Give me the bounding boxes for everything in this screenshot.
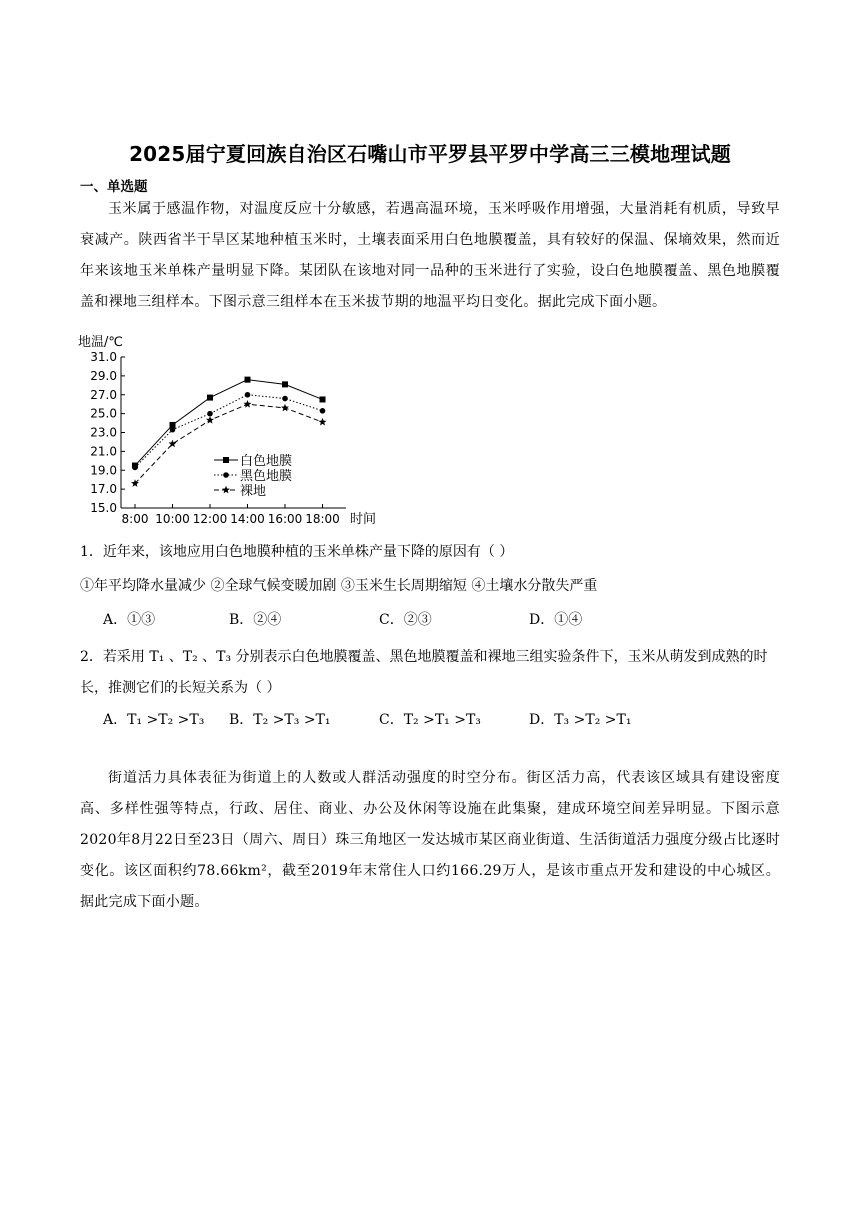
q2-option-c[interactable]: C．T₂ >T₁ >T₃ [379, 712, 481, 728]
q2-option-a[interactable]: A．T₁ >T₂ >T₃ [103, 712, 205, 728]
x-tick-label: 16:00 [267, 512, 303, 526]
legend-label: 裸地 [240, 484, 267, 499]
y-tick-label: 25.0 [90, 406, 117, 421]
data-point [244, 400, 252, 408]
data-point [222, 486, 230, 494]
y-tick-label: 15.0 [90, 501, 117, 515]
y-tick-label: 31.0 [90, 350, 117, 364]
question-1-options [103, 609, 582, 629]
data-point [207, 411, 213, 417]
q2-option-d[interactable]: D．T₃ >T₂ >T₁ [529, 712, 632, 728]
question-1-stem: 1．近年来，该地应用白色地膜种植的玉米单株产量下降的原因有（ ） [80, 544, 514, 560]
x-tick-label: 14:00 [230, 512, 265, 526]
data-point [282, 396, 288, 402]
data-point [170, 427, 176, 433]
data-point [320, 396, 326, 402]
y-tick-label: 21.0 [90, 444, 117, 459]
data-point [223, 457, 229, 463]
soil-temperature-chart [78, 330, 388, 530]
chart-axes [121, 357, 346, 508]
series-3 [131, 400, 326, 487]
data-point [245, 392, 251, 398]
series-line [135, 395, 323, 468]
data-point [132, 465, 138, 471]
x-tick-label: 10:00 [155, 512, 190, 526]
data-point [223, 472, 229, 478]
q1-option-a[interactable]: A．①③ [103, 612, 156, 628]
passage-2: 街道活力具体表征为街道上的人数或人群活动强度的时空分布。街区活力高，代表该区域具有建设密度高、多样性强等特点，行政、居住、商业、办公及休闲等设施在此集聚，建成环境空间差异明显。下图示意2020年8月22日至23日（周六、周日）珠三角地区一发达城市某区商业街道、生活街道活力强度分级占比逐时变化。该区面积约78.66km²，截至2019年末常住人口约166.29万人，是该市重点开发和建设的中心城区。据此完成下面小题。 [80, 770, 780, 910]
chart-ticks [90, 350, 340, 526]
x-tick-label: 18:00 [305, 512, 340, 526]
q1-option-d[interactable]: D．①④ [529, 612, 583, 628]
q1-option-b[interactable]: B．②④ [229, 612, 282, 628]
x-tick-label: 12:00 [192, 512, 228, 526]
page-title: 2025届宁夏回族自治区石嘴山市平罗县平罗中学高三三模地理试题 [129, 142, 731, 166]
data-point [319, 418, 327, 426]
section-heading: 一、单选题 [80, 179, 148, 195]
legend-label: 黑色地膜 [240, 469, 293, 484]
chart-series [131, 377, 326, 487]
series-line [135, 404, 323, 483]
x-tick-label: 8:00 [121, 512, 149, 526]
question-2-options [103, 709, 631, 729]
y-tick-label: 27.0 [90, 387, 117, 402]
y-tick-label: 23.0 [90, 425, 117, 440]
data-point [207, 395, 213, 401]
data-point [245, 377, 251, 383]
passage-1: 玉米属于感温作物，对温度反应十分敏感，若遇高温环境，玉米呼吸作用增强，大量消耗有机质，导致早衰减产。陕西省半干旱区某地种植玉米时，土壤表面采用白色地膜覆盖，具有较好的保温、保墒效果，然而近年来该地玉米单株产量明显下降。某团队在该地对同一品种的玉米进行了实验，设白色地膜覆盖、黑色地膜覆盖和裸地三组样本。下图示意三组样本在玉米拔节期的地温平均日变化。据此完成下面小题。 [80, 201, 780, 310]
series-1 [132, 377, 326, 469]
q1-option-c[interactable]: C．②③ [379, 612, 432, 628]
question-1-statements: ①年平均降水量减少 ②全球气候变暖加剧 ③玉米生长周期缩短 ④土壤水分散失严重 [80, 578, 598, 594]
series-line [135, 380, 323, 466]
y-tick-label: 17.0 [90, 482, 117, 497]
data-point [320, 408, 326, 414]
data-point [206, 416, 214, 424]
x-axis-label: 时间 [350, 512, 377, 527]
question-2-stem: 2．若采用 T₁ 、T₂ 、T₃ 分别表示白色地膜覆盖、黑色地膜覆盖和裸地三组实验条件下，玉米从萌发到成熟的时长，推测它们的长短关系为（ ） [80, 649, 768, 696]
data-point [281, 404, 289, 412]
chart-legend [214, 453, 292, 499]
y-axis-label: 地温/℃ [78, 335, 123, 350]
data-point [282, 381, 288, 387]
y-tick-label: 19.0 [90, 463, 117, 478]
y-tick-label: 29.0 [90, 368, 117, 383]
q2-option-b[interactable]: B．T₂ >T₃ >T₁ [229, 712, 331, 728]
legend-label: 白色地膜 [240, 454, 293, 469]
